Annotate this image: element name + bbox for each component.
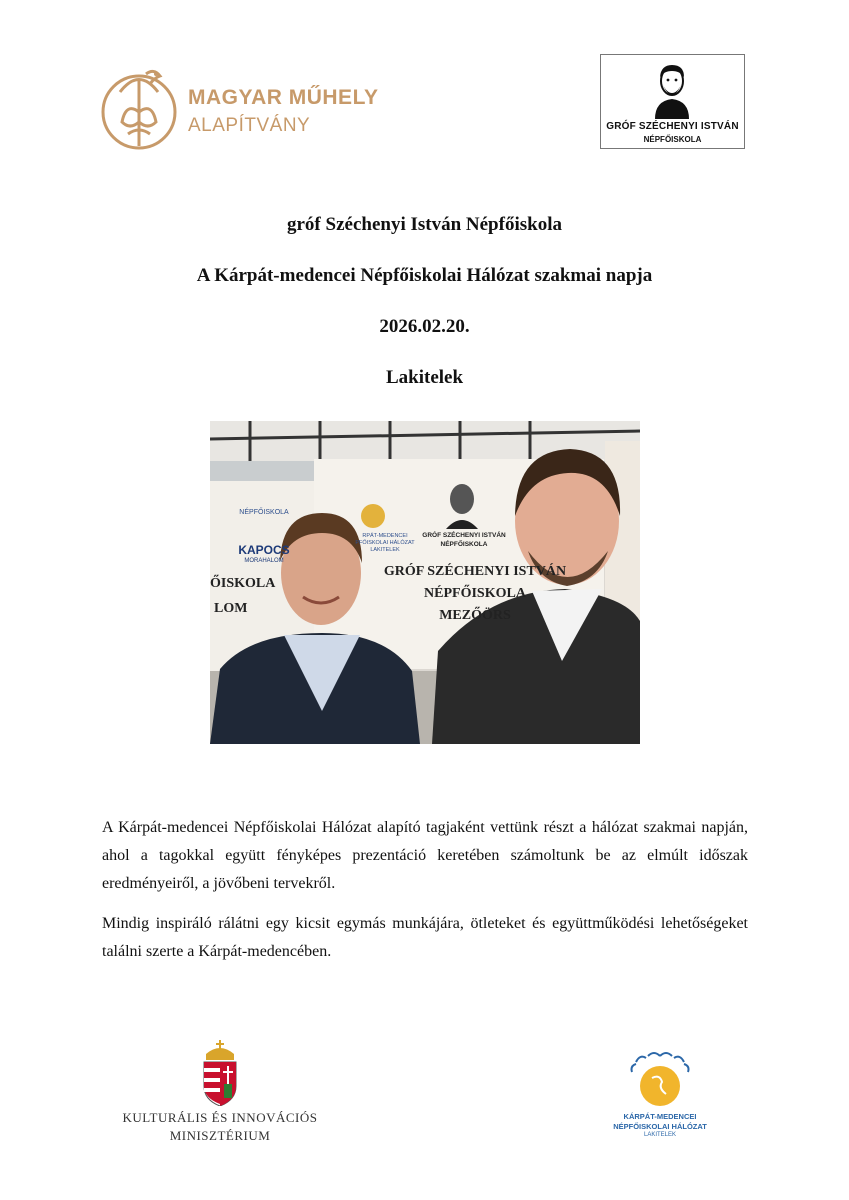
sign-left-name: KAPOCS [238, 543, 290, 557]
bird-tree-emblem-icon [100, 62, 178, 154]
sign-center-name [418, 531, 510, 549]
event-photo [210, 421, 640, 744]
network-emblem-icon [628, 1048, 692, 1110]
network-line-2: NÉPFŐISKOLAI HÁLÓZAT [613, 1122, 707, 1131]
network-line-1: KÁRPÁT-MEDENCEI [623, 1112, 697, 1121]
network-logo [600, 1048, 720, 1148]
sign-center-box-3: LAKITELEK [370, 547, 400, 553]
sign-left-big2: LOM [214, 601, 248, 616]
event-place: Lakitelek [385, 367, 464, 388]
logo-school-sub: NÉPFŐISKOLA [643, 135, 702, 144]
portrait-icon [647, 59, 697, 119]
sign-banner-1: GRÓF SZÉCHENYI ISTVÁN [383, 564, 567, 579]
logo-school-name: GRÓF SZÉCHENYI ISTVÁN [606, 121, 739, 132]
sign-banner-3: MEZŐÖRS [439, 608, 511, 623]
sign-center-box-1: RPÁT-MEDENCEI [362, 533, 408, 539]
sign-left-big1: ŐISKOLA [210, 576, 276, 591]
logo-line-2: ALAPÍTVÁNY [188, 115, 311, 136]
sign-left-sub: MORAHALOM [244, 558, 284, 564]
event-title: A Kárpát-medencei Népfőiskolai Hálózat szakmai napja [196, 265, 653, 286]
sign-center-name-1: GRÓF SZÉCHENYI ISTVÁN [422, 532, 506, 539]
sign-banner-2: NÉPFŐISKOLA [424, 586, 526, 601]
ministry-logo [120, 1040, 320, 1150]
network-line-3: LAKITELEK [643, 1132, 676, 1138]
logo-line-1: MAGYAR MŰHELY [188, 86, 379, 109]
hungarian-coat-of-arms-icon [200, 1040, 240, 1106]
ministry-line-2: MINISZTÉRIUM [169, 1128, 271, 1143]
body-paragraph-1: A Kárpát-medencei Népfőiskolai Hálózat alapító tagjaként vettünk részt a hálózat szakmai napján, ahol a tagokkal együtt fényképes prezentáció keretében számoltunk be az elmúlt időszak eredményeiről, a jövőbeni tervekről. [102, 819, 748, 892]
school-title: gróf Széchenyi István Népfőiskola [287, 214, 562, 235]
sign-center-box [350, 533, 420, 554]
body-paragraph-2: Mindig inspiráló rálátni egy kicsit egymás munkájára, ötleteket és együttműködési lehetőségeket találni szerte a Kárpát-medencében. [102, 915, 748, 960]
sign-left-top: NÉPFŐISKOLA [239, 509, 289, 516]
szechenyi-nepfoiskola-logo [600, 54, 745, 149]
ministry-line-1: KULTURÁLIS ÉS INNOVÁCIÓS [122, 1110, 318, 1125]
sign-center-name-2: NÉPFŐISKOLA [440, 541, 488, 548]
sign-center-box-2: PFŐISKOLAI HÁLÓZAT [355, 540, 415, 546]
event-date: 2026.02.20. [379, 316, 470, 337]
magyar-muhely-logo [100, 62, 390, 157]
sign-banner [360, 561, 590, 627]
